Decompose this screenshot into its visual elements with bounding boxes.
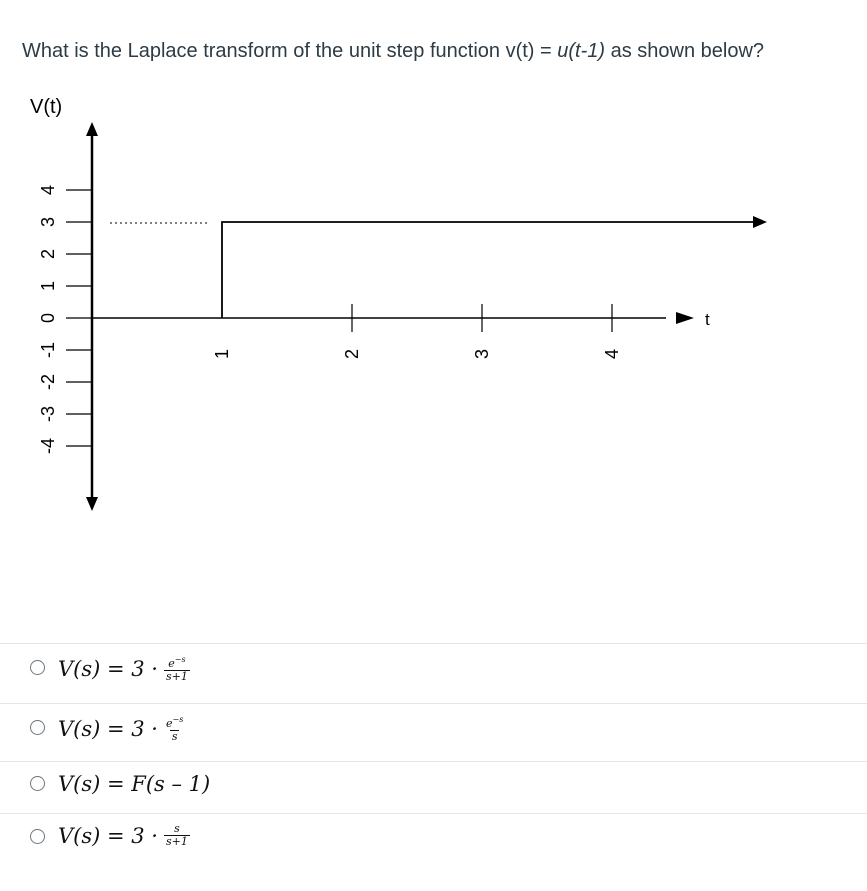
- answer-lhs: V(s) = 3 ·: [58, 716, 158, 741]
- fraction-numerator: s: [174, 822, 180, 835]
- answer-math: [58, 654, 190, 683]
- answer-fraction: [164, 654, 190, 683]
- answer-option-1[interactable]: [0, 643, 867, 704]
- y-tick-label: 2: [38, 248, 58, 260]
- x-tick-label: 3: [472, 348, 492, 360]
- y-tick-label: -2: [38, 373, 58, 391]
- fraction-denominator: s: [171, 730, 178, 743]
- step-function-line: [222, 222, 755, 318]
- y-tick-group: [38, 185, 92, 454]
- radio-button[interactable]: [30, 720, 45, 735]
- radio-button[interactable]: [30, 776, 45, 791]
- step-function-graph: [0, 80, 867, 530]
- fraction-exponent: −s: [174, 655, 186, 664]
- answer-math: [58, 714, 185, 743]
- answer-lhs: V(s) = 3 ·: [58, 823, 158, 848]
- question-prefix: What is the Laplace transform of the unit step function v(t) =: [22, 40, 558, 62]
- y-axis-up-arrow: [86, 122, 98, 136]
- fraction-denominator: s+1: [166, 670, 188, 683]
- step-function-arrow: [753, 216, 767, 228]
- answer-fraction: [164, 823, 190, 848]
- y-tick-label: -1: [38, 341, 58, 359]
- radio-button[interactable]: [30, 660, 45, 675]
- y-tick-label: 3: [38, 216, 58, 228]
- answer-option-3[interactable]: [0, 761, 867, 814]
- x-tick-group: [212, 304, 622, 359]
- question-function: u(t-1): [557, 40, 606, 62]
- question-suffix: as shown below?: [605, 40, 765, 62]
- x-tick-label: 2: [342, 348, 362, 360]
- fraction-exponent: −s: [172, 715, 184, 724]
- fraction-numerator: e: [168, 657, 175, 670]
- y-axis-down-arrow: [86, 497, 98, 511]
- x-tick-label: 4: [602, 348, 622, 360]
- answer-lhs: V(s) = 3 ·: [58, 656, 158, 681]
- fraction-denominator: s+1: [166, 835, 188, 848]
- answer-math: [58, 823, 190, 848]
- answer-lhs: V(s) = F(s – 1): [58, 772, 211, 796]
- y-tick-label: -3: [38, 405, 58, 423]
- y-tick-label: 1: [38, 280, 58, 292]
- y-tick-label: -4: [38, 437, 58, 455]
- radio-button[interactable]: [30, 829, 45, 844]
- x-tick-label: 1: [212, 348, 232, 360]
- y-tick-label: 0: [38, 312, 58, 324]
- y-tick-label: 4: [38, 184, 58, 196]
- answer-option-4[interactable]: [0, 813, 867, 872]
- question-text: [22, 40, 764, 63]
- x-axis-label: t: [705, 310, 710, 329]
- answer-fraction: [164, 714, 185, 743]
- answer-option-2[interactable]: [0, 703, 867, 762]
- answer-math: [58, 772, 210, 796]
- fraction-numerator: e: [166, 717, 173, 730]
- x-axis-arrow: [676, 312, 694, 324]
- y-axis-label: V(t): [30, 96, 63, 118]
